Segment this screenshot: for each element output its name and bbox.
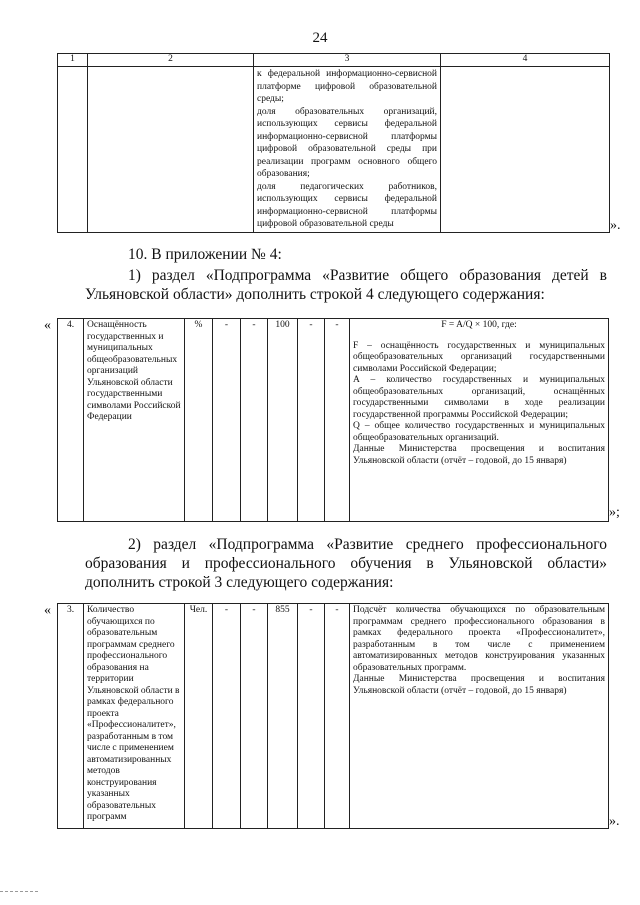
closing-quote: »; bbox=[609, 505, 620, 520]
calculation-cell: Подсчёт количества обучающихся по образовательным программам среднего профессионального образования в рамках федерального проекта «Профессионалитет», разработанным в том числе с применением автоматизированных методов конструирования указанных образовательных программ. Данные Министерства просвещения и воспитания Ульяновской области (отчёт – годовой, до 15 января) bbox=[350, 604, 609, 829]
unit: % bbox=[185, 319, 213, 522]
page-number: 24 bbox=[312, 30, 328, 46]
closing-quote: ». bbox=[609, 814, 620, 829]
value-cell: - bbox=[325, 604, 350, 829]
scan-artifact bbox=[0, 891, 38, 892]
value-cell: - bbox=[241, 319, 268, 522]
table-header-row bbox=[58, 54, 610, 67]
continuation-table bbox=[57, 53, 610, 233]
formula: F = A/Q × 100, где: bbox=[441, 320, 517, 330]
value-cell: - bbox=[298, 604, 325, 829]
col-header-4: 4 bbox=[441, 54, 610, 67]
value-cell: 855 bbox=[268, 604, 298, 829]
value-cell: - bbox=[298, 319, 325, 522]
row-number: 3. bbox=[58, 604, 84, 829]
section-heading: 10. В приложении № 4: bbox=[128, 246, 282, 263]
row-number: 4. bbox=[58, 319, 84, 522]
col-header-2: 2 bbox=[88, 54, 254, 67]
indicator-row-table-4 bbox=[57, 318, 609, 522]
opening-quote: « bbox=[44, 318, 51, 333]
indicator-text: к федеральной информационно-сервисной платформе цифровой образовательной среды; доля образовательных организаций, использующих сервисы федеральной информационно-сервисной платформы цифровой образовательной среды при реализации программ основного общего образования; доля педагогических работников, использующих сервисы федеральной информационно-сервисной платформы цифровой образовательной среды bbox=[254, 67, 441, 233]
indicator-name: Оснащённость государственных и муниципальных общеобразовательных организаций Ульяновской области государственными символами Российской Федерации bbox=[84, 319, 185, 522]
unit: Чел. bbox=[185, 604, 213, 829]
opening-quote: « bbox=[44, 603, 51, 618]
closing-quote: ». bbox=[610, 218, 621, 233]
amendment-paragraph-2: 2) раздел «Подпрограмма «Развитие среднего профессионального образования и профессионального обучения в Ульяновской области» дополнить строкой 3 следующего содержания: bbox=[85, 536, 607, 591]
col-header-1: 1 bbox=[58, 54, 88, 67]
col-header-3: 3 bbox=[254, 54, 441, 67]
table-row bbox=[58, 319, 609, 522]
value-cell: - bbox=[213, 604, 241, 829]
table-row bbox=[58, 67, 610, 233]
formula-description: F – оснащённость государственных и муниципальных общеобразовательных организаций государственными символами Российской Федерации; A – количество государственных и муниципальных общеобразовательных организаций, оснащённых государственными символами в ходе реализации государственной программы Российской Федерации; Q – общее количество государственных и муниципальных общеобразовательных организаций. Данные Министерства просвещения и воспитания Ульяновской области (отчёт – годовой, до 15 января) bbox=[353, 340, 605, 466]
value-cell: 100 bbox=[268, 319, 298, 522]
value-cell: - bbox=[213, 319, 241, 522]
indicator-row-table-3 bbox=[57, 603, 609, 829]
value-cell: - bbox=[325, 319, 350, 522]
indicator-name: Количество обучающихся по образовательным программам среднего профессионального образования на территории Ульяновской области в рамках федерального проекта «Профессионалитет», разработанным в том числе с применением автоматизированных методов конструирования указанных образовательных программ bbox=[84, 604, 185, 829]
amendment-paragraph-1: 1) раздел «Подпрограмма «Развитие общего образования детей в Ульяновской области» дополнить строкой 4 следующего содержания: bbox=[85, 267, 607, 303]
table-row bbox=[58, 604, 609, 829]
calculation-cell bbox=[350, 319, 609, 522]
value-cell: - bbox=[241, 604, 268, 829]
